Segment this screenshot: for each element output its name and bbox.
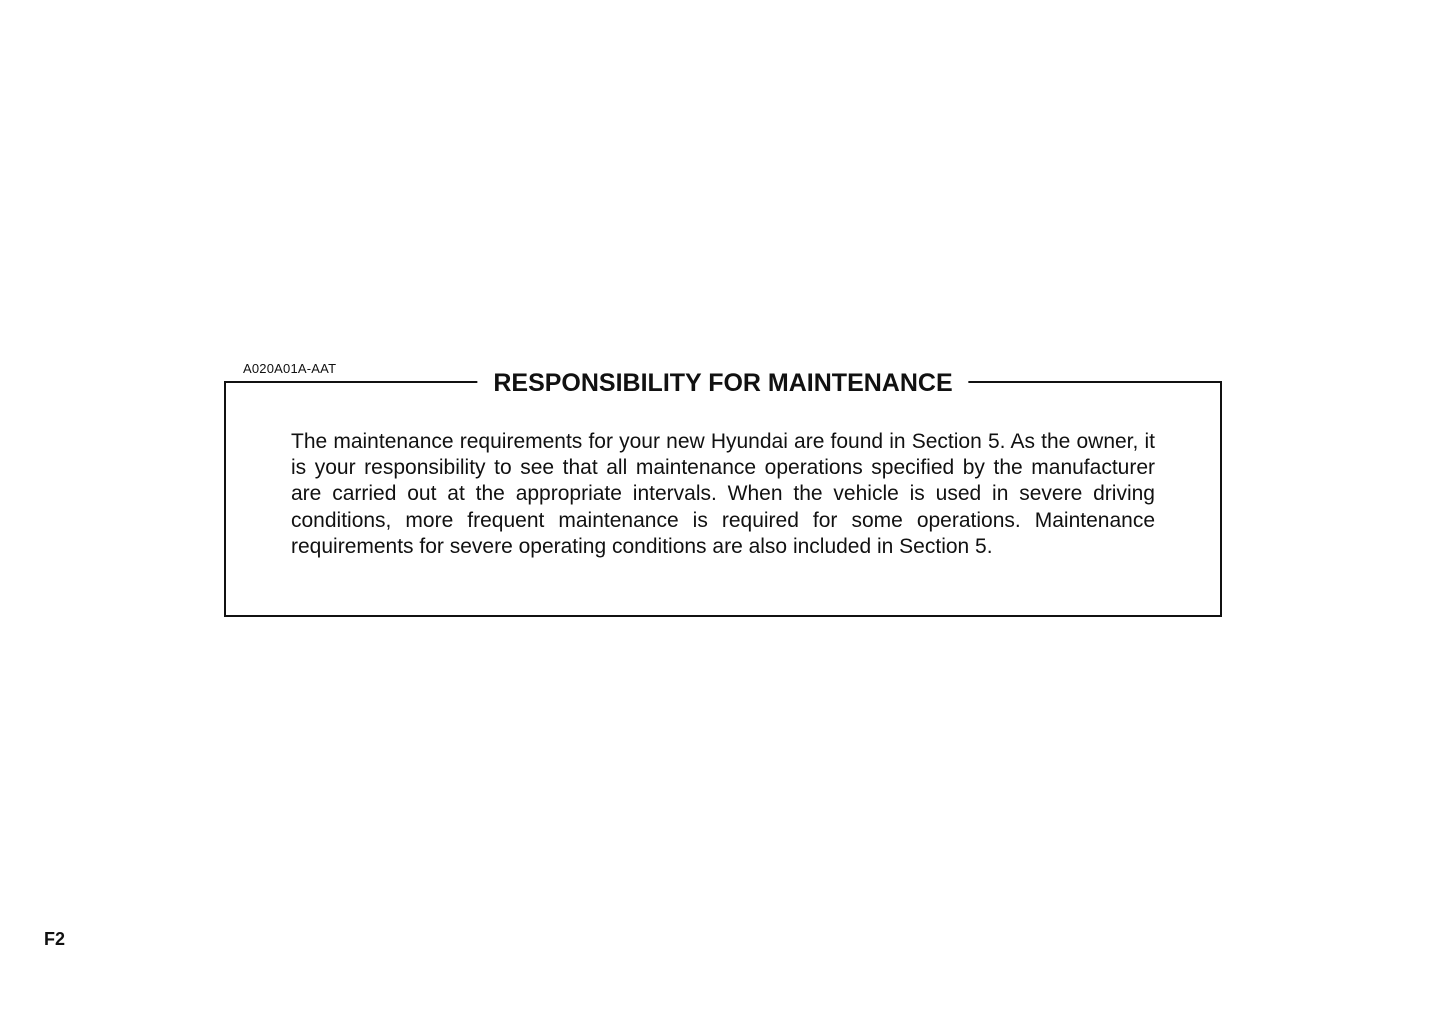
notice-body: The maintenance requirements for your new Hyundai are found in Section 5. As the owner, it is your responsibility to see that all maintenance operations specified by the manufacturer are carried out at the appropriate intervals. When the vehicle is used in severe driving conditions, more frequent maintenance is required for some operations. Maintenance requirements for severe operating conditions are also included in Section 5.	[291, 430, 1155, 558]
document-code: A020A01A-AAT	[243, 361, 337, 376]
notice-title: RESPONSIBILITY FOR MAINTENANCE	[477, 368, 968, 398]
notice-box	[224, 369, 1222, 617]
page-number: F2	[44, 929, 66, 949]
